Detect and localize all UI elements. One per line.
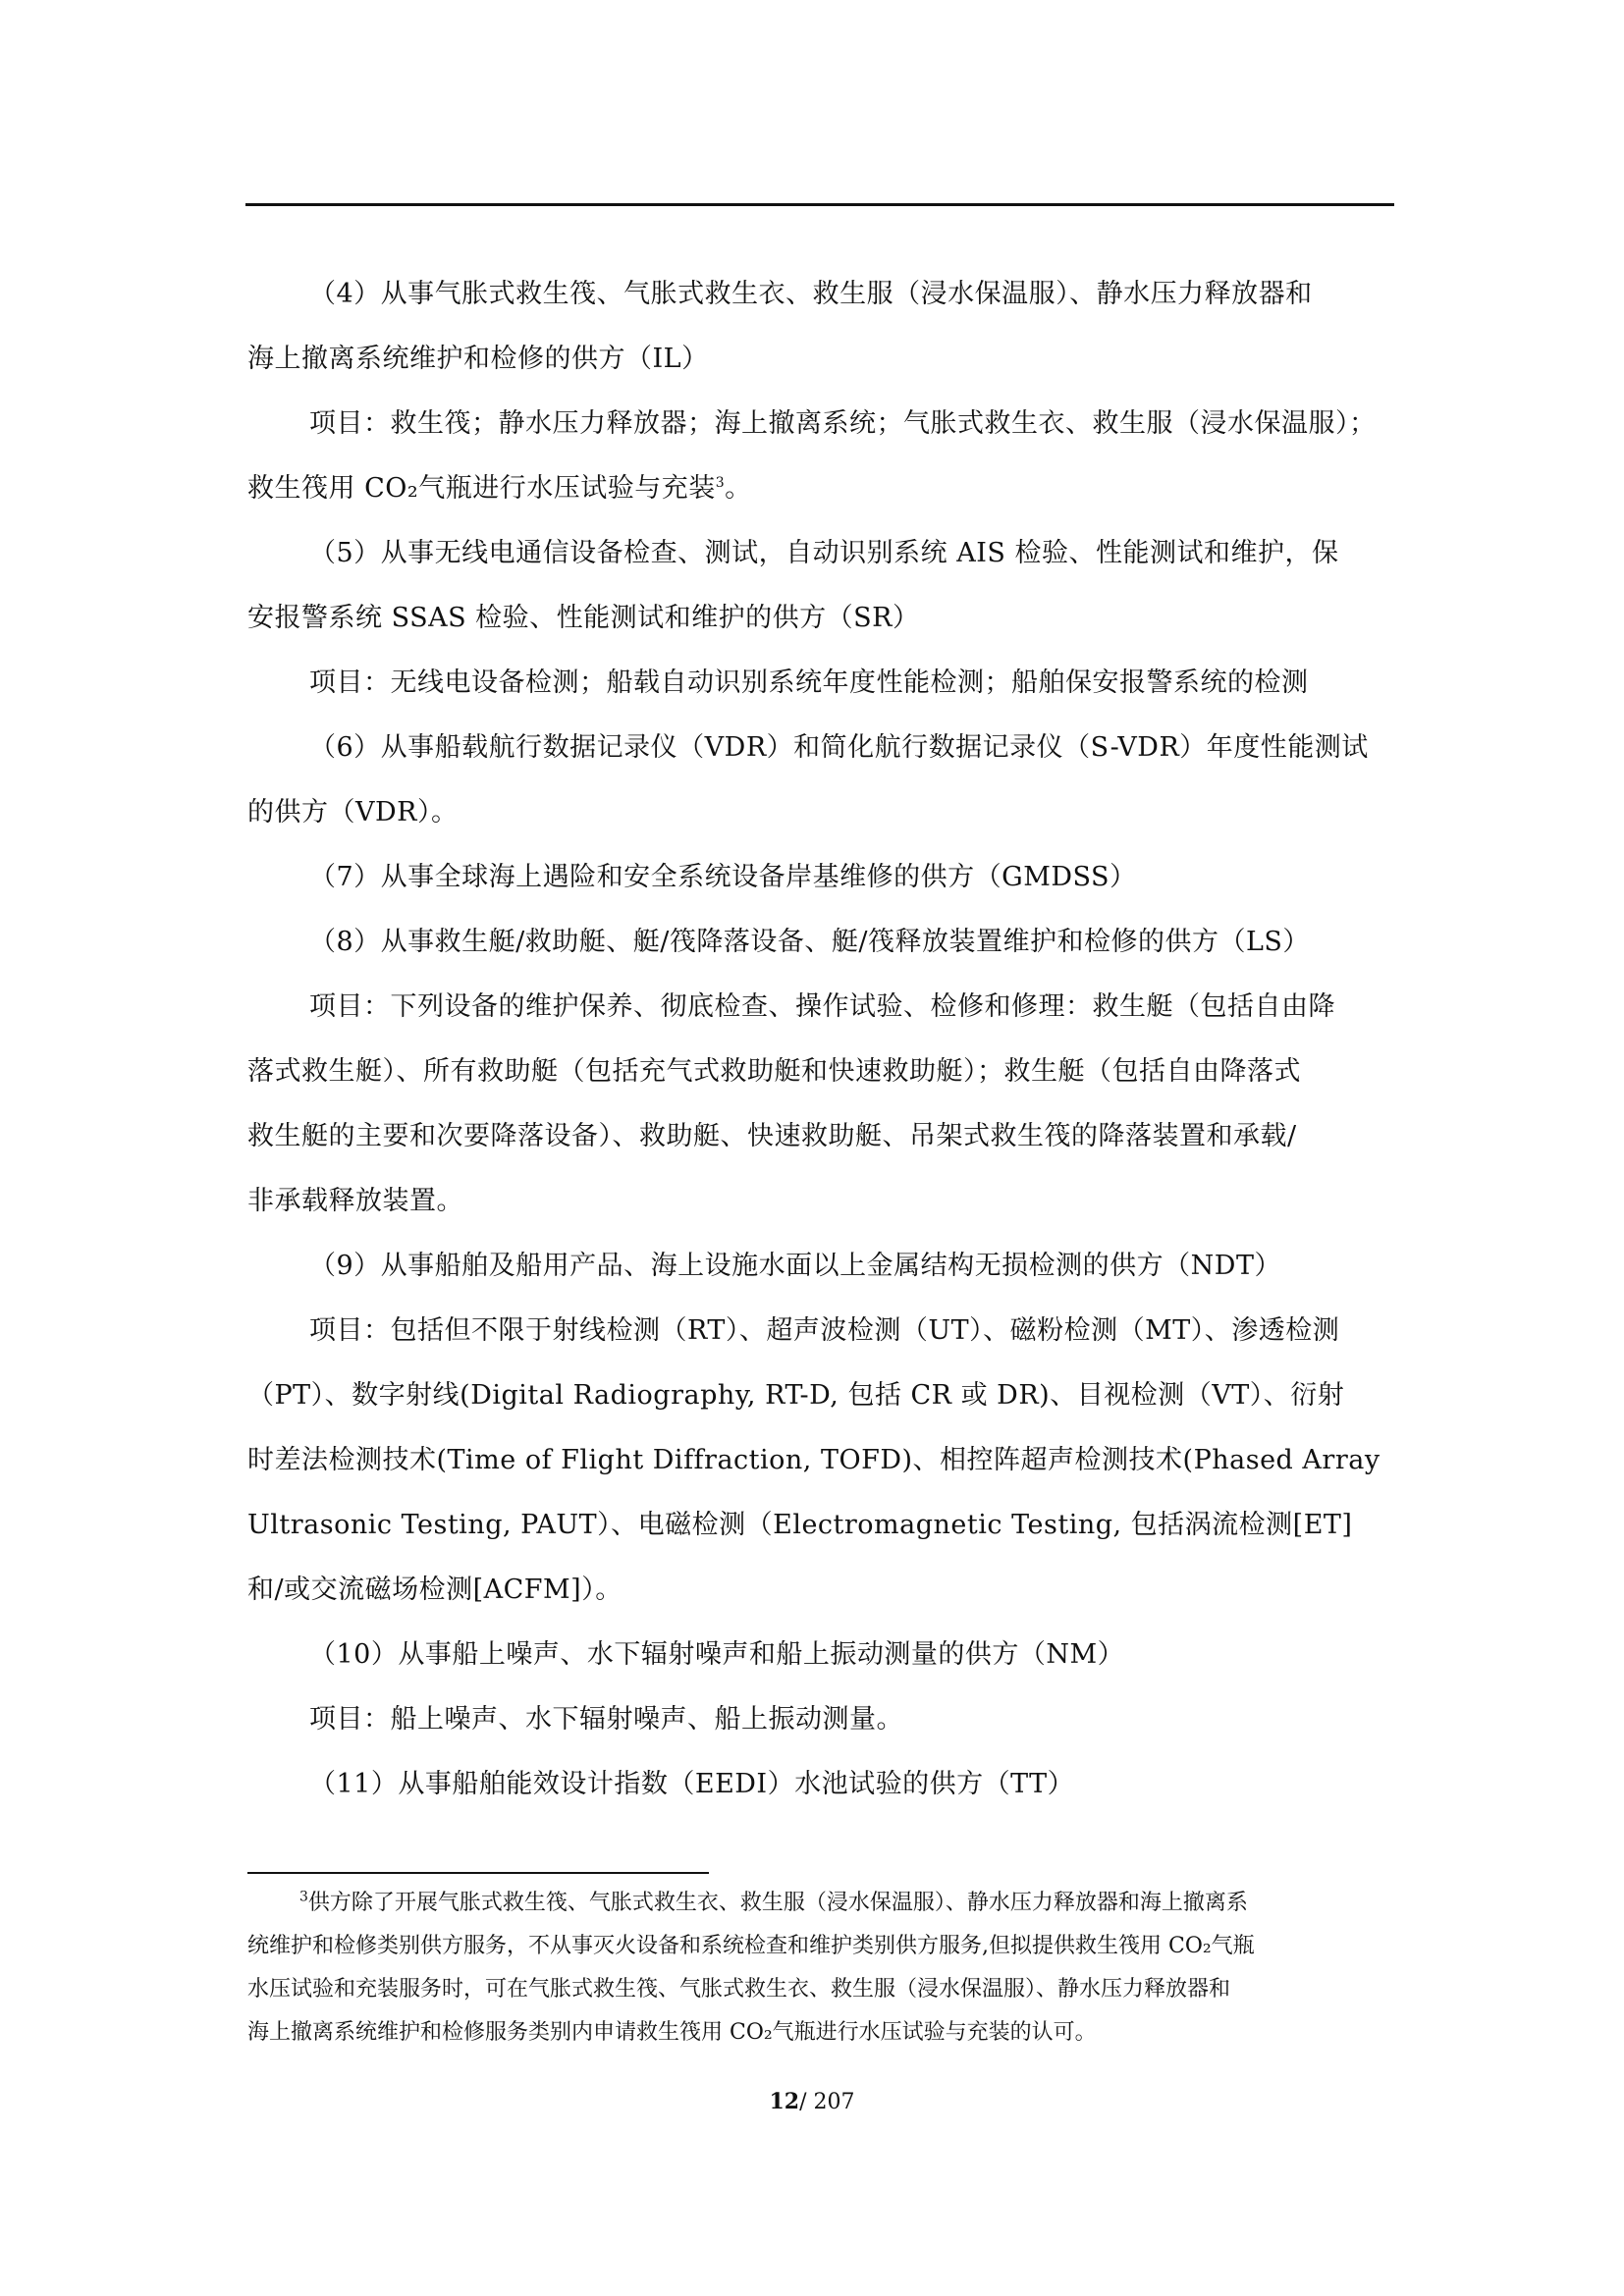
- body-line-with-footnote: [247, 471, 1396, 507]
- page-number-total: / 207: [799, 2090, 855, 2114]
- body-line: （11）从事船舶能效设计指数（EEDI）水池试验的供方（TT）: [309, 1769, 1075, 1799]
- body-line: 项目：船上噪声、水下辐射噪声、船上振动测量。: [309, 1704, 903, 1735]
- footnote-text: 供方除了开展气胀式救生筏、气胀式救生衣、救生服（浸水保温服）、静水压力释放器和海上撤离系: [307, 1891, 1248, 1915]
- body-line: （7）从事全球海上遇险和安全系统设备岸基维修的供方（GMDSS）: [309, 862, 1137, 892]
- page-number-current: 12: [769, 2089, 800, 2114]
- body-line: 项目：包括但不限于射线检测（RT）、超声波检测（UT）、磁粉检测（MT）、渗透检测: [309, 1315, 1340, 1346]
- footnote-line: 水压试验和充装服务时，可在气胀式救生筏、气胀式救生衣、救生服（浸水保温服）、静水压力释放器和: [247, 1977, 1231, 2002]
- body-line: 海上撤离系统维护和检修的供方（IL）: [247, 344, 709, 374]
- body-line: Ultrasonic Testing, PAUT）、电磁检测（Electromagnetic Testing, 包括涡流检测[ET]: [247, 1510, 1353, 1540]
- body-line-text: 救生筏用 CO₂气瓶进行水压试验与充装: [247, 473, 716, 504]
- body-line: 时差法检测技术(Time of Flight Diffraction, TOFD)、相控阵超声检测技术(Phased Array: [247, 1445, 1380, 1475]
- body-line: 项目：救生筏；静水压力释放器；海上撤离系统；气胀式救生衣、救生服（浸水保温服）；: [309, 408, 1377, 439]
- footnote-marker: 3: [299, 1889, 308, 1905]
- body-line: （9）从事船舶及船用产品、海上设施水面以上金属结构无损检测的供方（NDT）: [309, 1251, 1281, 1281]
- header-rule: [245, 203, 1394, 206]
- body-line: （PT）、数字射线(Digital Radiography, RT-D, 包括 CR 或 DR)、目视检测（VT）、衍射: [247, 1380, 1345, 1411]
- body-line: （6）从事船载航行数据记录仪（VDR）和简化航行数据记录仪（S-VDR）年度性能测试: [309, 732, 1369, 763]
- footnote-line: 统维护和检修类别供方服务，不从事灭火设备和系统检查和维护类别供方服务,但拟提供救生筏用 CO₂气瓶: [247, 1934, 1255, 1958]
- body-line: （4）从事气胀式救生筏、气胀式救生衣、救生服（浸水保温服）、静水压力释放器和: [309, 279, 1313, 309]
- body-line: （5）从事无线电通信设备检查、测试，自动识别系统 AIS 检验、性能测试和维护，保: [309, 538, 1339, 568]
- body-line-tail: 。: [725, 473, 752, 504]
- body-line: 的供方（VDR）。: [247, 797, 459, 828]
- body-line: 安报警系统 SSAS 检验、性能测试和维护的供方（SR）: [247, 603, 920, 633]
- footnote-rule: [247, 1872, 709, 1874]
- footnote-line: 海上撤离系统维护和检修服务类别内申请救生筏用 CO₂气瓶进行水压试验与充装的认可。: [247, 2020, 1097, 2045]
- footnote-reference[interactable]: 3: [715, 475, 726, 491]
- body-line: 项目：无线电设备检测；船载自动识别系统年度性能检测；船舶保安报警系统的检测: [309, 667, 1309, 698]
- body-line: 救生艇的主要和次要降落设备）、救助艇、快速救助艇、吊架式救生筏的降落装置和承载/: [247, 1121, 1297, 1151]
- footnote-line: [299, 1889, 1396, 1918]
- page-number: [0, 2087, 1624, 2117]
- body-line: 落式救生艇）、所有救助艇（包括充气式救助艇和快速救助艇）；救生艇（包括自由降落式: [247, 1056, 1301, 1087]
- body-line: 和/或交流磁场检测[ACFM]）。: [247, 1575, 623, 1605]
- body-line: （8）从事救生艇/救助艇、艇/筏降落设备、艇/筏释放装置维护和检修的供方（LS）: [309, 927, 1310, 957]
- body-line: 项目：下列设备的维护保养、彻底检查、操作试验、检修和修理：救生艇（包括自由降: [309, 991, 1335, 1022]
- body-line: 非承载释放装置。: [247, 1186, 463, 1216]
- body-line: （10）从事船上噪声、水下辐射噪声和船上振动测量的供方（NM）: [309, 1639, 1125, 1670]
